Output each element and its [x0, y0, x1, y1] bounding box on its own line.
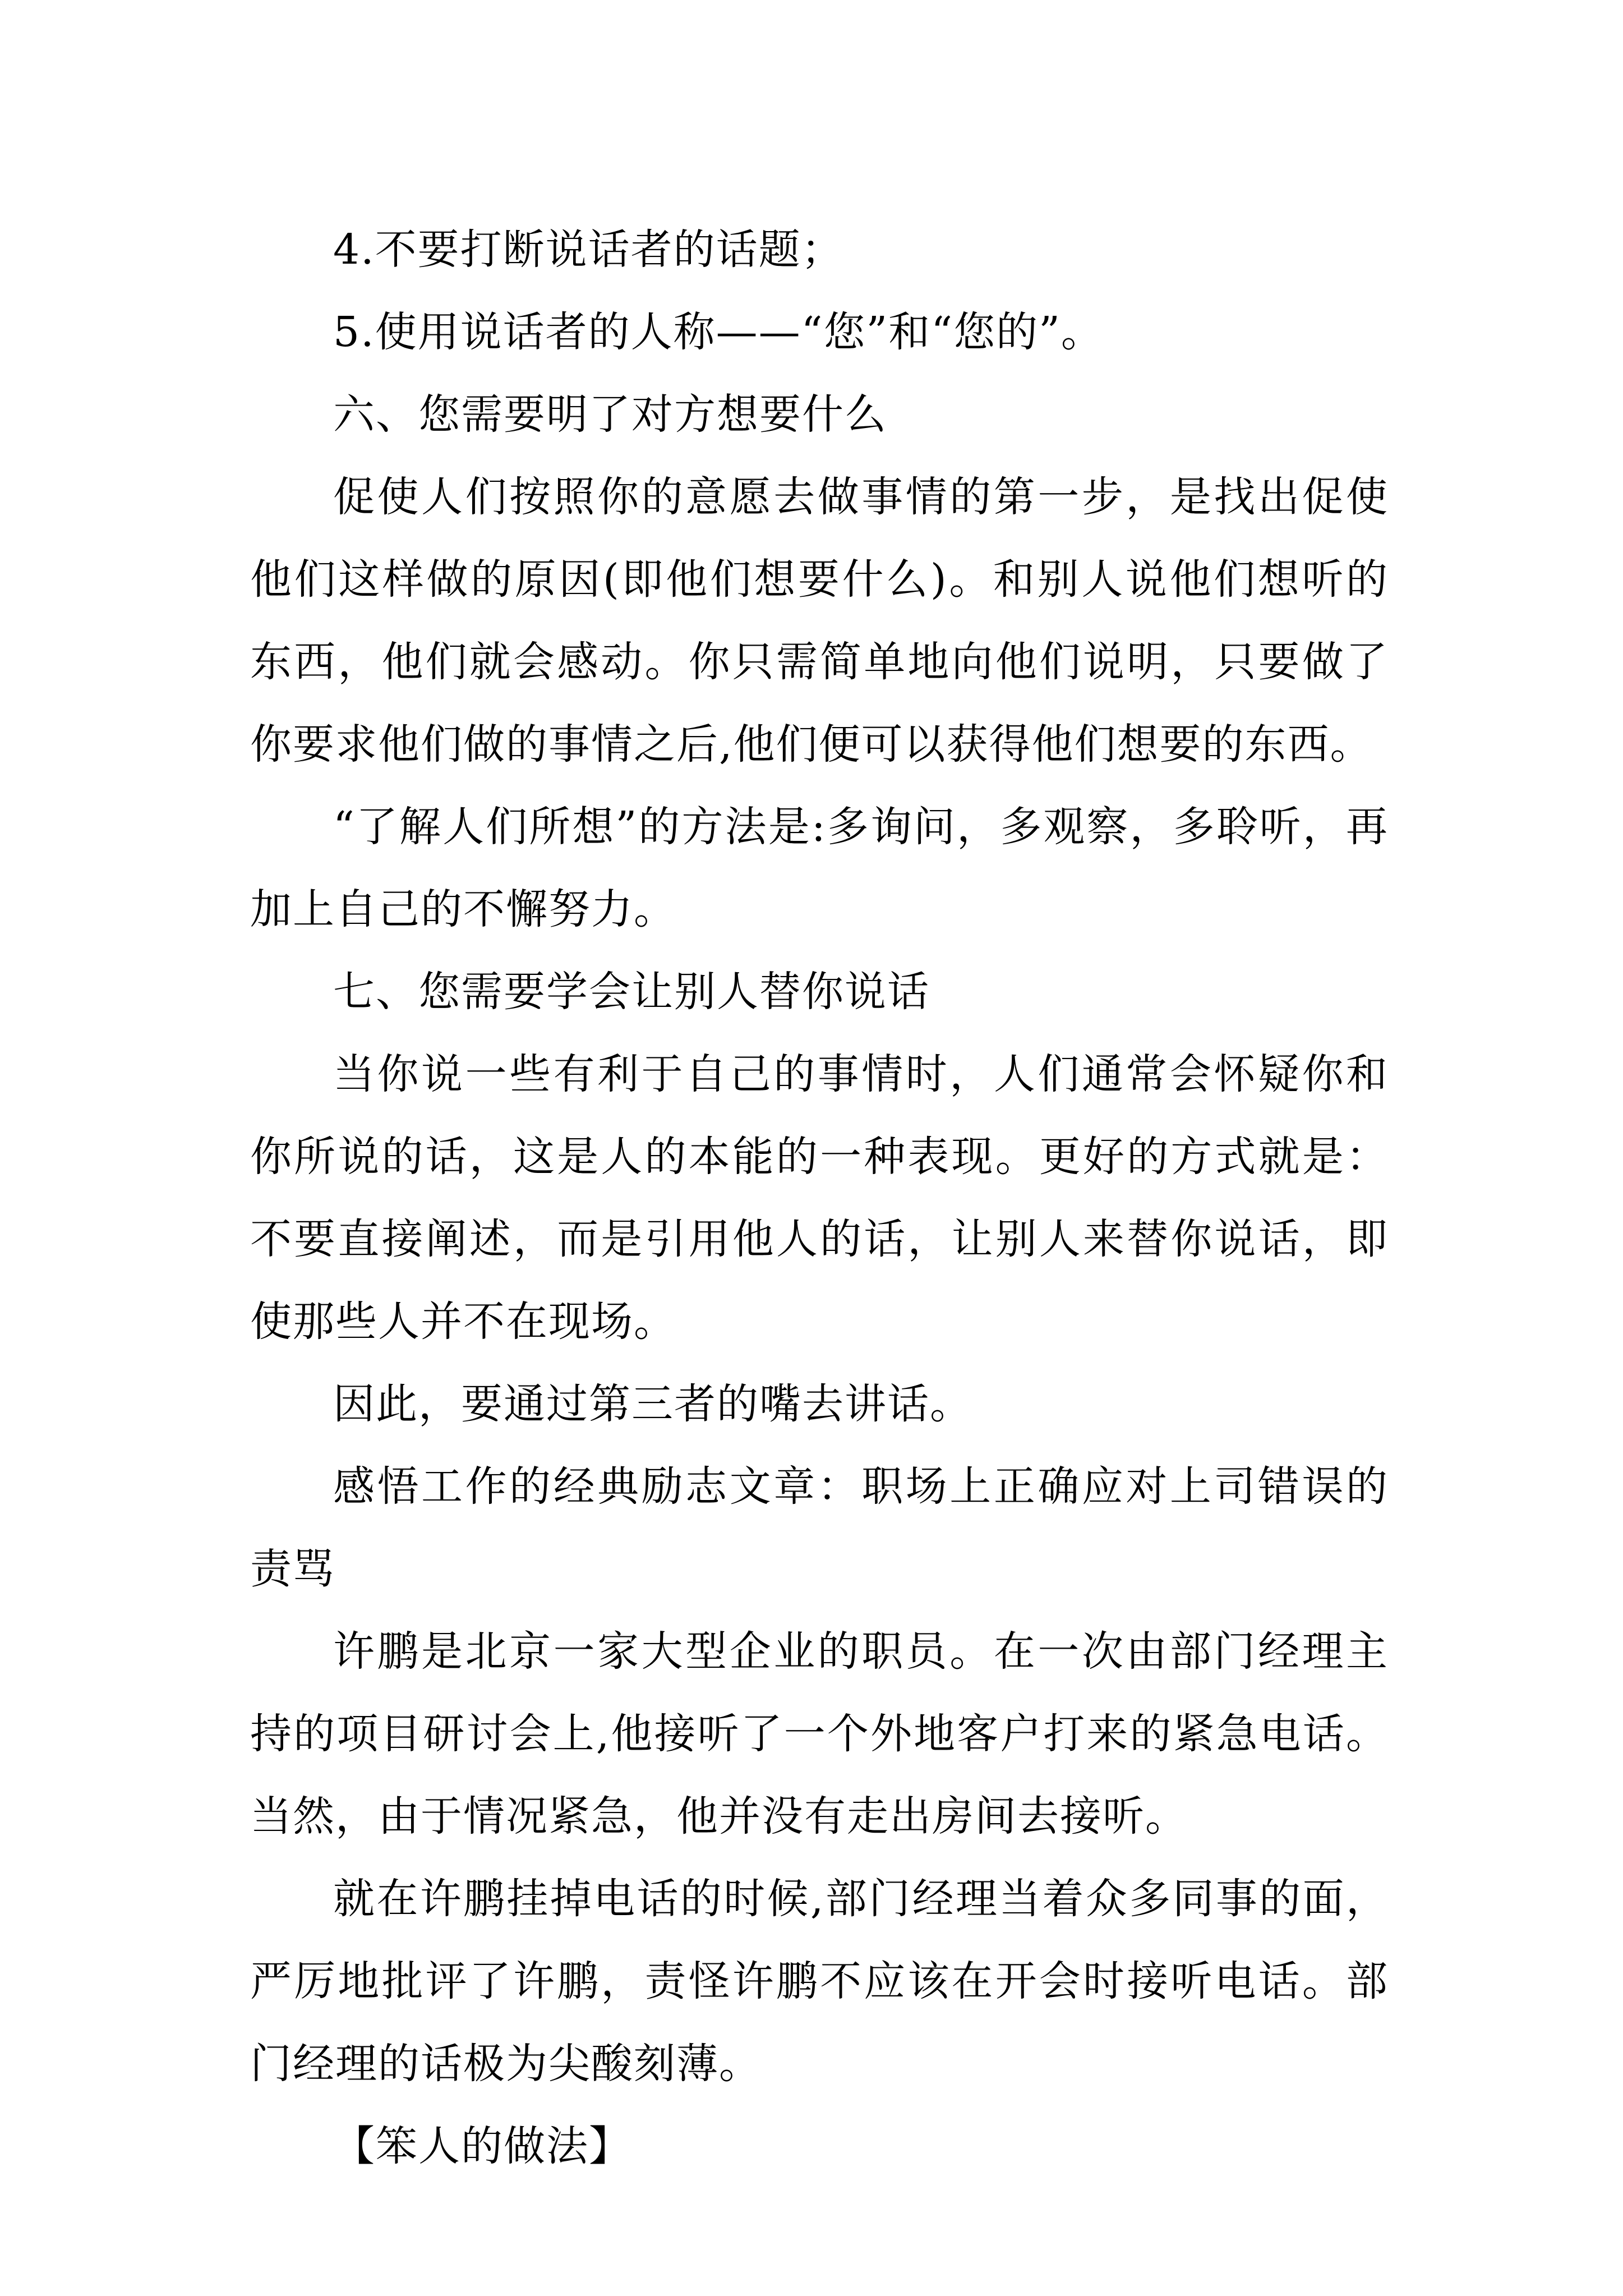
section-heading-6: 六、您需要明了对方想要什么	[333, 390, 887, 439]
subsection-heading: 【笨人的做法】	[333, 2122, 631, 2170]
paragraph: 就在许鹏挂掉电话的时候,部门经理当着众多同事的面，严厉地批评了许鹏，责怪许鹏不应该在开会时接听电话。部门经理的话极为尖酸刻薄。	[250, 1875, 1389, 2088]
list-item-5: 5.使用说话者的人称——“您”和“您的”。	[333, 308, 1104, 356]
paragraph: 因此，要通过第三者的嘴去讲话。	[333, 1380, 972, 1428]
paragraph: “了解人们所想”的方法是:多询问，多观察，多聆听，再加上自己的不懈努力。	[250, 803, 1389, 933]
section-heading-7: 七、您需要学会让别人替你说话	[333, 968, 930, 1016]
document-body	[250, 209, 1389, 2188]
paragraph: 促使人们按照你的意愿去做事情的第一步，是找出促使他们这样做的原因(即他们想要什么)。和别人说他们想听的东西，他们就会感动。你只需简单地向他们说明，只要做了你要求他们做的事情之后,他们便可以获得他们想要的东西。	[250, 473, 1389, 769]
paragraph: 当你说一些有利于自己的事情时，人们通常会怀疑你和你所说的话，这是人的本能的一种表现。更好的方式就是：不要直接阐述，而是引用他人的话，让别人来替你说话，即使那些人并不在现场。	[250, 1050, 1389, 1346]
list-item-4: 4.不要打断说话者的话题；	[333, 226, 844, 274]
paragraph: 许鹏是北京一家大型企业的职员。在一次由部门经理主持的项目研讨会上,他接听了一个外地客户打来的紧急电话。当然，由于情况紧急，他并没有走出房间去接听。	[250, 1627, 1389, 1841]
article-title: 感悟工作的经典励志文章：职场上正确应对上司错误的责骂	[250, 1462, 1389, 1593]
